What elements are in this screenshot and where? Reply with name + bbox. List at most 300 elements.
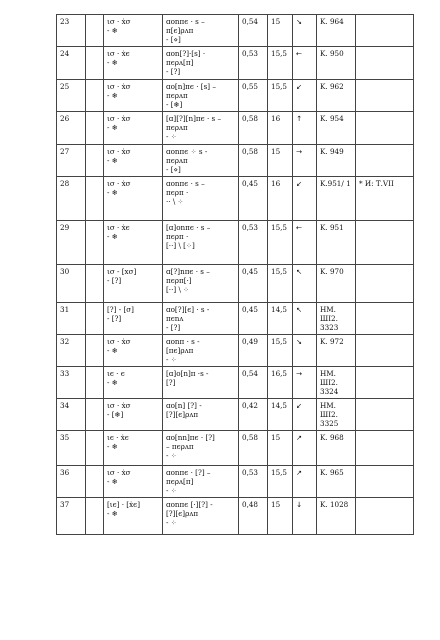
obverse-line: ισ · ẋσ	[107, 82, 131, 91]
legend-line: ɑonπ · s -	[166, 337, 200, 346]
obverse-line: ισ · ẋσ	[107, 468, 131, 477]
diameter-value: 15,5	[271, 267, 288, 276]
die-axis-arrow-icon: ←	[296, 49, 303, 58]
legend-cell	[163, 112, 239, 145]
row-number: 23	[60, 17, 70, 26]
weight-value: 0,53	[242, 223, 259, 232]
reference-cell	[317, 112, 356, 145]
obverse-cell	[104, 80, 163, 112]
row-number-cell	[57, 466, 86, 498]
obverse-line: ισ · ẋσ	[107, 17, 131, 26]
obverse-line: [ιϵ] · [ẋϵ]	[107, 500, 140, 509]
row-number: 28	[60, 179, 70, 188]
legend-line: - [⋄]	[166, 165, 181, 174]
legend-cell	[163, 177, 239, 221]
empty-cell	[86, 431, 104, 466]
legend-line: - ⁘	[166, 518, 177, 527]
obverse-line: ισ · ẋσ	[107, 401, 131, 410]
reference-value: K.951/ 1	[320, 179, 351, 188]
diameter-value: 16	[271, 179, 281, 188]
obverse-line: - [?]	[107, 314, 122, 323]
reference-cell	[317, 221, 356, 265]
legend-line: [?][ϵ]ρʌπ	[166, 410, 199, 419]
reference-cell	[317, 431, 356, 466]
legend-cell	[163, 367, 239, 399]
diameter-cell	[268, 221, 293, 265]
legend-line: ɑon[?]·[s] ·	[166, 49, 206, 58]
diameter-cell	[268, 145, 293, 177]
empty-cell	[86, 335, 104, 367]
legend-cell	[163, 335, 239, 367]
reference-cell	[317, 399, 356, 431]
legend-line: πϵρʌπ	[166, 91, 188, 100]
obverse-line: ισ · ẋϵ	[107, 223, 130, 232]
row-number: 34	[60, 401, 70, 410]
obverse-cell	[104, 431, 163, 466]
obverse-line: - ❄	[107, 442, 118, 451]
legend-line: ɑonπϵ [·][?] -	[166, 500, 213, 509]
legend-line: πϵρπ ·	[166, 188, 189, 197]
note-cell	[356, 145, 414, 177]
weight-value: 0,45	[242, 267, 259, 276]
obverse-cell	[104, 265, 163, 303]
empty-cell	[86, 498, 104, 535]
obverse-line: - ❄	[107, 123, 118, 132]
legend-line: πϵρπ ·	[166, 232, 189, 241]
note-cell	[356, 303, 414, 335]
legend-line: [ɑ]onπϵ · s –	[166, 223, 211, 232]
table-row	[57, 431, 414, 466]
weight-cell	[239, 431, 268, 466]
diameter-cell	[268, 177, 293, 221]
reference-cell	[317, 145, 356, 177]
row-number: 29	[60, 223, 70, 232]
obverse-line: - ❄	[107, 188, 118, 197]
obverse-line: - ❄	[107, 156, 118, 165]
empty-cell	[86, 145, 104, 177]
table-row	[57, 145, 414, 177]
empty-cell	[86, 112, 104, 145]
note-cell	[356, 498, 414, 535]
die-axis-cell	[293, 177, 317, 221]
legend-line: ɑo[nn]πϵ · [?]	[166, 433, 215, 442]
legend-line: ɑonπϵ · s –	[166, 179, 205, 188]
diameter-value: 15,5	[271, 468, 288, 477]
empty-cell	[86, 47, 104, 80]
reference-value: K. 1028	[320, 500, 349, 509]
note-cell	[356, 112, 414, 145]
legend-cell	[163, 498, 239, 535]
weight-value: 0,45	[242, 305, 259, 314]
note-cell	[356, 399, 414, 431]
weight-value: 0,53	[242, 468, 259, 477]
table-row	[57, 498, 414, 535]
die-axis-cell	[293, 47, 317, 80]
weight-cell	[239, 498, 268, 535]
die-axis-cell	[293, 221, 317, 265]
obverse-cell	[104, 303, 163, 335]
legend-line: πϵnʌ	[166, 314, 184, 323]
obverse-line: - ❄	[107, 378, 118, 387]
legend-line: - ⁘	[166, 132, 177, 141]
legend-line: πϵρπ[·]	[166, 276, 192, 285]
reference-cell	[317, 177, 356, 221]
row-number-cell	[57, 177, 86, 221]
weight-value: 0,58	[242, 433, 259, 442]
die-axis-arrow-icon: ↖	[296, 305, 303, 314]
legend-cell	[163, 145, 239, 177]
row-number-cell	[57, 399, 86, 431]
legend-line: ɑo[n] [?] -	[166, 401, 202, 410]
empty-cell	[86, 265, 104, 303]
die-axis-cell	[293, 15, 317, 47]
legend-line: π[ϵ]ρʌπ	[166, 26, 194, 35]
reference-cell	[317, 80, 356, 112]
row-number: 27	[60, 147, 70, 156]
obverse-line: - [❄]	[107, 410, 124, 419]
weight-cell	[239, 112, 268, 145]
weight-cell	[239, 47, 268, 80]
legend-line: [?][ϵ]ρʌπ	[166, 509, 199, 518]
legend-cell	[163, 47, 239, 80]
note-cell	[356, 177, 414, 221]
row-number-cell	[57, 221, 86, 265]
diameter-value: 15	[271, 433, 281, 442]
diameter-value: 15,5	[271, 49, 288, 58]
table-row	[57, 335, 414, 367]
reference-cell	[317, 335, 356, 367]
diameter-value: 14,5	[271, 305, 288, 314]
row-number-cell	[57, 265, 86, 303]
obverse-line: - ❄	[107, 91, 118, 100]
legend-line: ɑonπϵ ⁘ s -	[166, 147, 208, 156]
row-number: 25	[60, 82, 70, 91]
row-number-cell	[57, 112, 86, 145]
table-row	[57, 47, 414, 80]
empty-cell	[86, 15, 104, 47]
reference-cell	[317, 367, 356, 399]
legend-cell	[163, 15, 239, 47]
weight-value: 0,48	[242, 500, 259, 509]
table-row	[57, 15, 414, 47]
reference-value: НМ. ШI2. 3325	[320, 401, 339, 428]
legend-line: [··] \ ⁘	[166, 285, 190, 294]
obverse-cell	[104, 498, 163, 535]
row-number-cell	[57, 47, 86, 80]
legend-line: ɑonπϵ · [?] –	[166, 468, 211, 477]
obverse-cell	[104, 399, 163, 431]
reference-value: K. 954	[320, 114, 344, 123]
die-axis-cell	[293, 303, 317, 335]
legend-cell	[163, 399, 239, 431]
die-axis-arrow-icon: ↑	[296, 114, 303, 123]
legend-line: - [?]	[166, 323, 181, 332]
weight-cell	[239, 265, 268, 303]
weight-value: 0,53	[242, 49, 259, 58]
obverse-cell	[104, 145, 163, 177]
catalog-rows	[57, 15, 414, 535]
row-number: 26	[60, 114, 70, 123]
legend-line: [ɑ]o[n]π ·s -	[166, 369, 209, 378]
obverse-line: ιϵ · ϵ	[107, 369, 125, 378]
note-cell	[356, 466, 414, 498]
die-axis-arrow-icon: ↙	[296, 82, 303, 91]
legend-line: πϵρʌ[π]	[166, 477, 194, 486]
reference-cell	[317, 303, 356, 335]
empty-cell	[86, 466, 104, 498]
diameter-value: 15,5	[271, 223, 288, 232]
legend-line: - ⁘	[166, 486, 177, 495]
die-axis-cell	[293, 431, 317, 466]
legend-line: [?]	[166, 378, 176, 387]
legend-line: πϵρʌπ	[166, 156, 188, 165]
weight-value: 0,49	[242, 337, 259, 346]
row-number: 30	[60, 267, 70, 276]
legend-line: - [❄]	[166, 100, 183, 109]
row-number: 37	[60, 500, 70, 509]
diameter-cell	[268, 367, 293, 399]
obverse-cell	[104, 367, 163, 399]
reference-cell	[317, 265, 356, 303]
legend-cell	[163, 466, 239, 498]
weight-value: 0,42	[242, 401, 259, 410]
weight-cell	[239, 80, 268, 112]
weight-cell	[239, 15, 268, 47]
row-number-cell	[57, 303, 86, 335]
reference-value: K. 950	[320, 49, 344, 58]
weight-value: 0,55	[242, 82, 259, 91]
diameter-cell	[268, 265, 293, 303]
row-number-cell	[57, 335, 86, 367]
weight-value: 0,58	[242, 147, 259, 156]
legend-line: [πϵ]ρʌπ	[166, 346, 194, 355]
diameter-value: 15	[271, 17, 281, 26]
reference-value: НМ. ШI2. 3324	[320, 369, 339, 396]
empty-cell	[86, 303, 104, 335]
diameter-cell	[268, 80, 293, 112]
reference-value: K. 970	[320, 267, 344, 276]
note-cell	[356, 15, 414, 47]
table-row	[57, 80, 414, 112]
note-cell	[356, 221, 414, 265]
row-number: 31	[60, 305, 70, 314]
die-axis-cell	[293, 80, 317, 112]
table-row	[57, 466, 414, 498]
weight-cell	[239, 466, 268, 498]
row-number: 33	[60, 369, 70, 378]
legend-line: - ⁘	[166, 451, 177, 460]
obverse-cell	[104, 15, 163, 47]
diameter-value: 15,5	[271, 82, 288, 91]
empty-cell	[86, 221, 104, 265]
diameter-cell	[268, 399, 293, 431]
empty-cell	[86, 399, 104, 431]
row-number-cell	[57, 367, 86, 399]
diameter-cell	[268, 466, 293, 498]
legend-line: πϵρʌπ	[166, 123, 188, 132]
obverse-line: ισ - [xσ]	[107, 267, 137, 276]
die-axis-cell	[293, 265, 317, 303]
row-number: 36	[60, 468, 70, 477]
note-cell	[356, 335, 414, 367]
diameter-value: 16,5	[271, 369, 288, 378]
row-number-cell	[57, 80, 86, 112]
empty-cell	[86, 367, 104, 399]
obverse-cell	[104, 466, 163, 498]
row-number: 35	[60, 433, 70, 442]
die-axis-arrow-icon: ↗	[296, 433, 303, 442]
diameter-cell	[268, 431, 293, 466]
die-axis-cell	[293, 145, 317, 177]
reference-value: K. 965	[320, 468, 344, 477]
obverse-line: - ❄	[107, 58, 118, 67]
die-axis-cell	[293, 335, 317, 367]
reference-value: K. 968	[320, 433, 344, 442]
diameter-value: 15	[271, 500, 281, 509]
diameter-cell	[268, 47, 293, 80]
obverse-line: ισ · ẋσ	[107, 147, 131, 156]
obverse-line: - ❄	[107, 232, 118, 241]
note-cell	[356, 431, 414, 466]
legend-cell	[163, 80, 239, 112]
note-cell	[356, 367, 414, 399]
weight-cell	[239, 335, 268, 367]
legend-line: - [⋄]	[166, 35, 181, 44]
die-axis-cell	[293, 466, 317, 498]
table-row	[57, 367, 414, 399]
legend-line: – πϵρʌπ	[166, 442, 194, 451]
legend-line: [··] \ [⁘]	[166, 241, 195, 250]
weight-value: 0,54	[242, 17, 259, 26]
note-value: * И: Т.VII	[359, 179, 394, 188]
diameter-cell	[268, 303, 293, 335]
diameter-value: 15	[271, 147, 281, 156]
row-number-cell	[57, 498, 86, 535]
die-axis-arrow-icon: ↘	[296, 17, 303, 26]
die-axis-arrow-icon: ↖	[296, 267, 303, 276]
obverse-line: ιϵ · ẋϵ	[107, 433, 129, 442]
table-row	[57, 303, 414, 335]
obverse-line: - ❄	[107, 26, 118, 35]
diameter-cell	[268, 112, 293, 145]
row-number-cell	[57, 145, 86, 177]
reference-value: K. 964	[320, 17, 344, 26]
legend-line: ɑo[?][ϵ] · s -	[166, 305, 210, 314]
row-number-cell	[57, 15, 86, 47]
diameter-cell	[268, 15, 293, 47]
legend-line: πϵρʌ[π]	[166, 58, 194, 67]
legend-cell	[163, 303, 239, 335]
weight-value: 0,45	[242, 179, 259, 188]
weight-value: 0,58	[242, 114, 259, 123]
weight-cell	[239, 399, 268, 431]
weight-cell	[239, 367, 268, 399]
reference-value: K. 949	[320, 147, 344, 156]
row-number-cell	[57, 431, 86, 466]
empty-cell	[86, 177, 104, 221]
die-axis-arrow-icon: ↓	[296, 500, 303, 509]
die-axis-cell	[293, 367, 317, 399]
die-axis-arrow-icon: ←	[296, 223, 303, 232]
diameter-value: 14,5	[271, 401, 288, 410]
legend-line: ɑonπϵ · s –	[166, 17, 205, 26]
legend-cell	[163, 265, 239, 303]
reference-value: НМ. ШI2. 3323	[320, 305, 339, 332]
diameter-cell	[268, 335, 293, 367]
obverse-cell	[104, 112, 163, 145]
weight-value: 0,54	[242, 369, 259, 378]
die-axis-cell	[293, 498, 317, 535]
obverse-line: - ❄	[107, 346, 118, 355]
row-number: 24	[60, 49, 70, 58]
weight-cell	[239, 303, 268, 335]
die-axis-arrow-icon: →	[296, 147, 303, 156]
diameter-value: 16	[271, 114, 281, 123]
obverse-line: - ❄	[107, 509, 118, 518]
obverse-cell	[104, 47, 163, 80]
reference-cell	[317, 15, 356, 47]
die-axis-cell	[293, 399, 317, 431]
reference-value: K. 951	[320, 223, 344, 232]
legend-line: ·· \ ⁘	[166, 197, 184, 206]
die-axis-arrow-icon: ↗	[296, 468, 303, 477]
die-axis-arrow-icon: ↙	[296, 401, 303, 410]
reference-cell	[317, 498, 356, 535]
reference-value: K. 962	[320, 82, 344, 91]
legend-cell	[163, 221, 239, 265]
diameter-cell	[268, 498, 293, 535]
table-row	[57, 399, 414, 431]
legend-line: - ⁘	[166, 355, 177, 364]
empty-cell	[86, 80, 104, 112]
note-cell	[356, 80, 414, 112]
reference-value: K. 972	[320, 337, 344, 346]
obverse-line: - ❄	[107, 477, 118, 486]
table-row	[57, 221, 414, 265]
obverse-line: ισ · ẋϵ	[107, 49, 130, 58]
legend-line: - [?]	[166, 67, 181, 76]
obverse-cell	[104, 177, 163, 221]
reference-cell	[317, 47, 356, 80]
row-number: 32	[60, 337, 70, 346]
obverse-line: ισ · ẋσ	[107, 179, 131, 188]
obverse-cell	[104, 221, 163, 265]
legend-cell	[163, 431, 239, 466]
die-axis-cell	[293, 112, 317, 145]
obverse-cell	[104, 335, 163, 367]
weight-cell	[239, 221, 268, 265]
table-row	[57, 177, 414, 221]
die-axis-arrow-icon: ↙	[296, 179, 303, 188]
weight-cell	[239, 145, 268, 177]
obverse-line: ισ · ẋσ	[107, 114, 131, 123]
obverse-line: [?] - [σ]	[107, 305, 134, 314]
legend-line: ɑ[?]nπϵ · s –	[166, 267, 210, 276]
legend-line: ɑo[n]πϵ · [s] –	[166, 82, 216, 91]
note-cell	[356, 265, 414, 303]
obverse-line: - [?]	[107, 276, 122, 285]
die-axis-arrow-icon: →	[296, 369, 303, 378]
note-cell	[356, 47, 414, 80]
obverse-line: ισ · ẋσ	[107, 337, 131, 346]
coin-catalog-table	[56, 14, 414, 535]
table-row	[57, 112, 414, 145]
legend-line: [ɑ][?][n]πϵ · s –	[166, 114, 222, 123]
reference-cell	[317, 466, 356, 498]
die-axis-arrow-icon: ↘	[296, 337, 303, 346]
diameter-value: 15,5	[271, 337, 288, 346]
table-row	[57, 265, 414, 303]
